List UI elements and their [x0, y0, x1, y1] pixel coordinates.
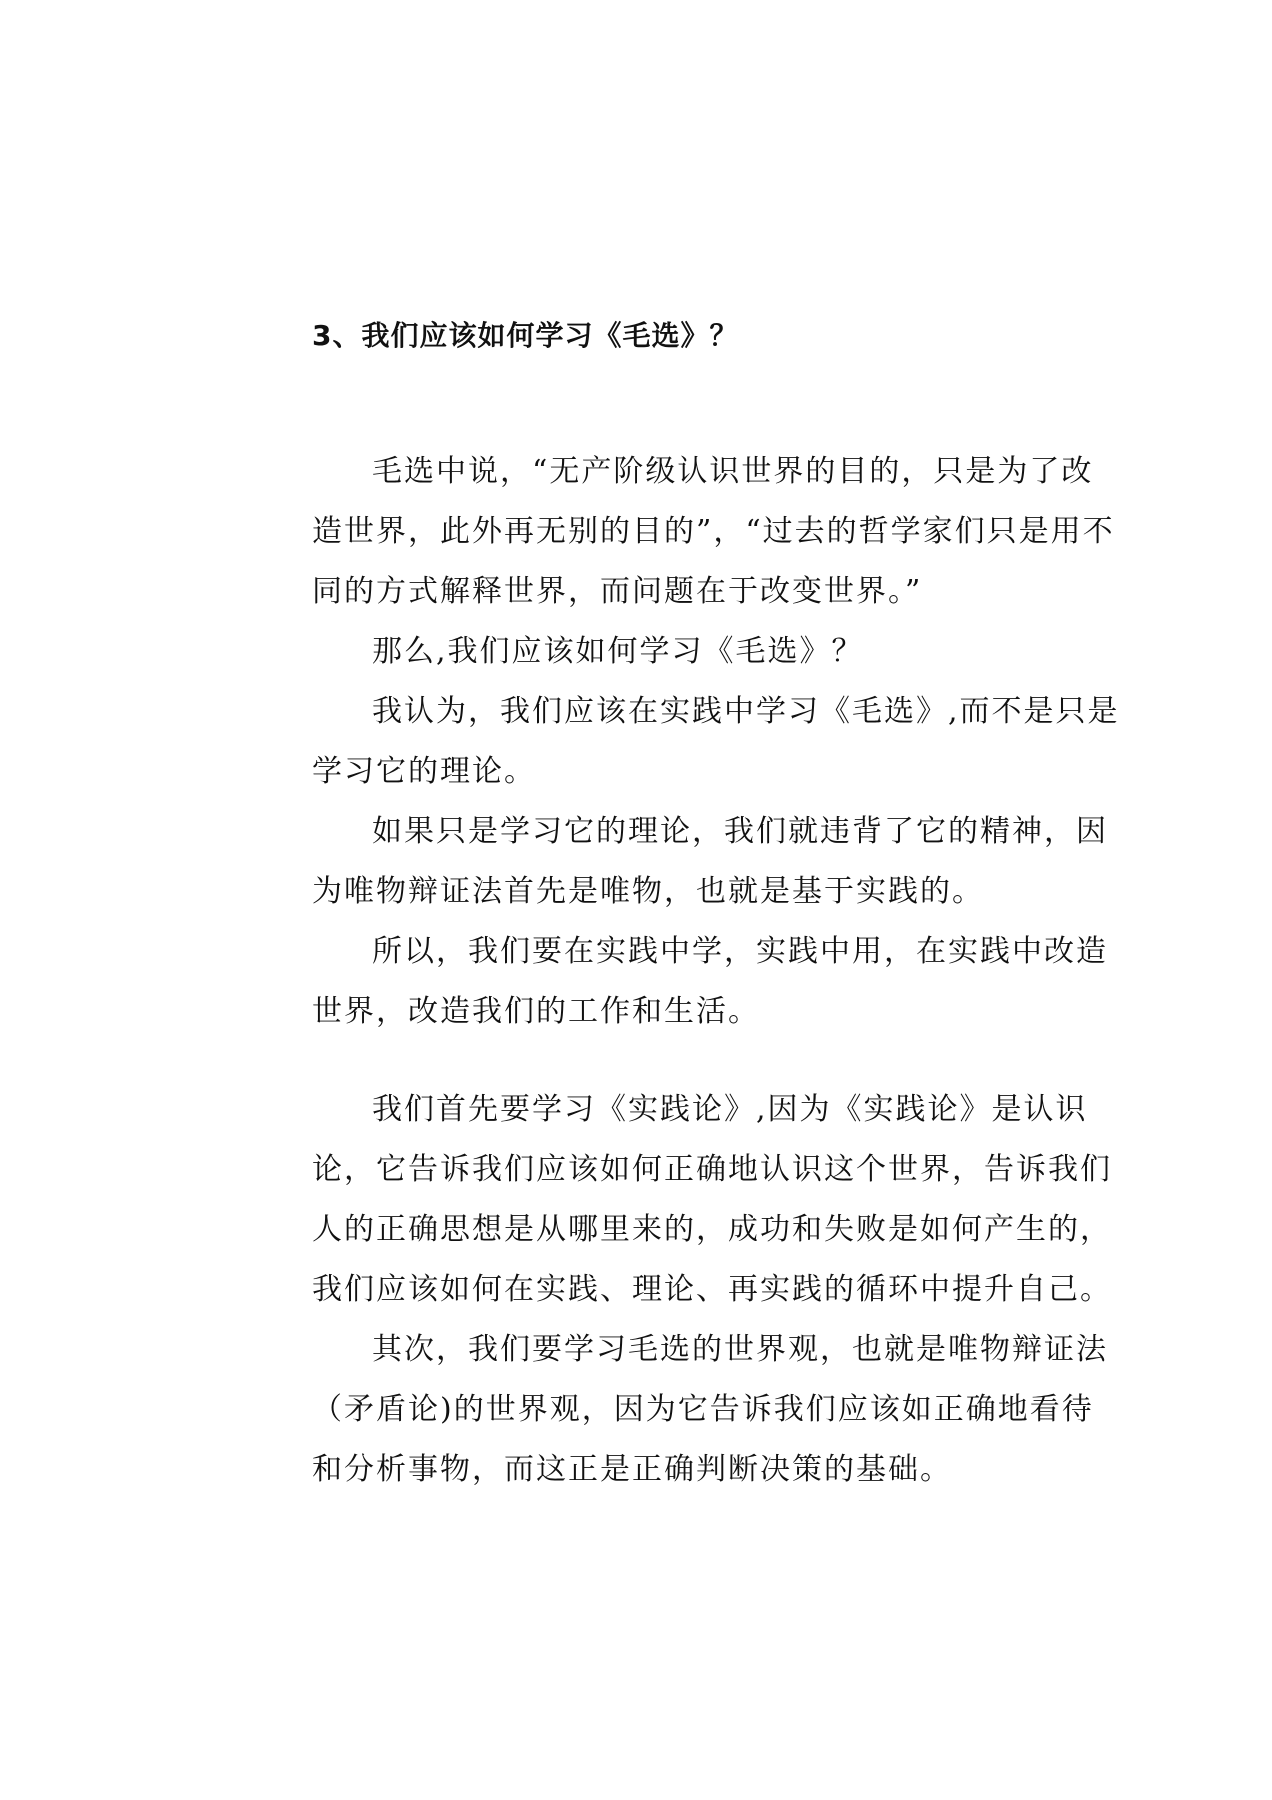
paragraph: 其次，我们要学习毛选的世界观，也就是唯物辩证法（矛盾论)的世界观，因为它告诉我们应该如正确地看待和分析事物，而这正是正确判断决策的基础。 — [312, 1332, 1108, 1487]
body-section-2 — [312, 1080, 1122, 1500]
paragraph: 那么,我们应该如何学习《毛选》？ — [372, 634, 864, 669]
paragraph: 我们首先要学习《实践论》,因为《实践论》是认识论，它告诉我们应该如何正确地认识这个世界，告诉我们人的正确思想是从哪里来的，成功和失败是如何产生的，我们应该如何在实践、理论、再实践的循环中提升自己。 — [312, 1092, 1112, 1307]
paragraph: 所以，我们要在实践中学，实践中用，在实践中改造世界，改造我们的工作和生活。 — [312, 934, 1108, 1029]
paragraph: 如果只是学习它的理论，我们就违背了它的精神，因为唯物辩证法首先是唯物，也就是基于实践的。 — [312, 814, 1108, 909]
section-heading: 3、我们应该如何学习《毛选》？ — [312, 319, 739, 352]
paragraph: 我认为，我们应该在实践中学习《毛选》,而不是只是学习它的理论。 — [312, 694, 1120, 789]
paragraph: 毛选中说，“无产阶级认识世界的目的，只是为了改造世界，此外再无别的目的”，“过去的哲学家们只是用不同的方式解释世界，而问题在于改变世界。” — [312, 454, 1115, 609]
body-section-1 — [312, 442, 1122, 1042]
